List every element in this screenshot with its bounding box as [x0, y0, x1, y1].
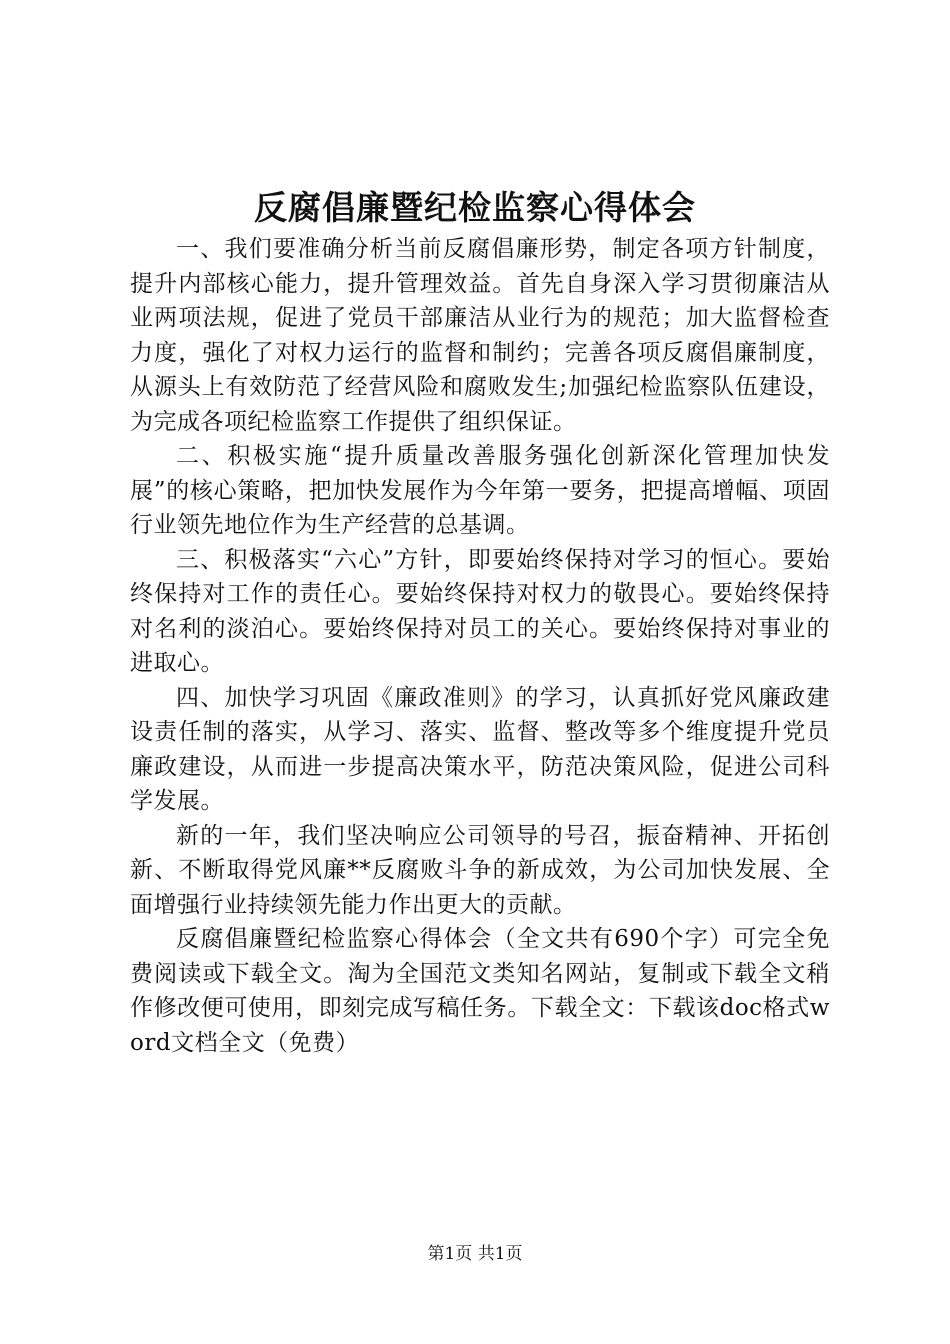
paragraph-1: 一、我们要准确分析当前反腐倡廉形势，制定各项方针制度，提升内部核心能力，提升管理效益。首先自身深入学习贯彻廉洁从业两项法规，促进了党员干部廉洁从业行为的规范；加大监督检查力度，强化了对权力运行的监督和制约；完善各项反腐倡廉制度，从源头上有效防范了经营风险和腐败发生;加强纪检监察队伍建设，为完成各项纪检监察工作提供了组织保证。	[130, 236, 830, 435]
paragraph-3: 三、积极落实“六心”方针，即要始终保持对学习的恒心。要始终保持对工作的责任心。要始终保持对权力的敬畏心。要始终保持对名利的淡泊心。要始终保持对员工的关心。要始终保持对事业的进取心。	[130, 546, 830, 676]
paragraph-2: 二、积极实施“提升质量改善服务强化创新深化管理加快发展”的核心策略，把加快发展作为今年第一要务，把提高增幅、项固行业领先地位作为生产经营的总基调。	[130, 443, 830, 538]
page-footer: 第1页 共1页	[427, 1244, 523, 1264]
paragraph-4: 四、加快学习巩固《廉政准则》的学习，认真抓好党风廉政建设责任制的落实，从学习、落实、监督、整改等多个维度提升党员廉政建设，从而进一步提高决策水平，防范决策风险，促进公司科学发展。	[130, 684, 830, 814]
paragraph-5: 新的一年，我们坚决响应公司领导的号召，振奋精神、开拓创新、不断取得党风廉**反腐败斗争的新成效，为公司加快发展、全面增强行业持续领先能力作出更大的贡献。	[130, 822, 830, 918]
document-body	[130, 232, 830, 1060]
document-title: 反腐倡廉暨纪检监察心得体会	[254, 188, 696, 227]
paragraph-6: 反腐倡廉暨纪检监察心得体会（全文共有690个字）可完全免费阅读或下载全文。淘为全国范文类知名网站，复制或下载全文稍作修改便可使用，即刻完成写稿任务。下载全文：下载该doc格式word文档全文（免费）	[130, 926, 830, 1056]
